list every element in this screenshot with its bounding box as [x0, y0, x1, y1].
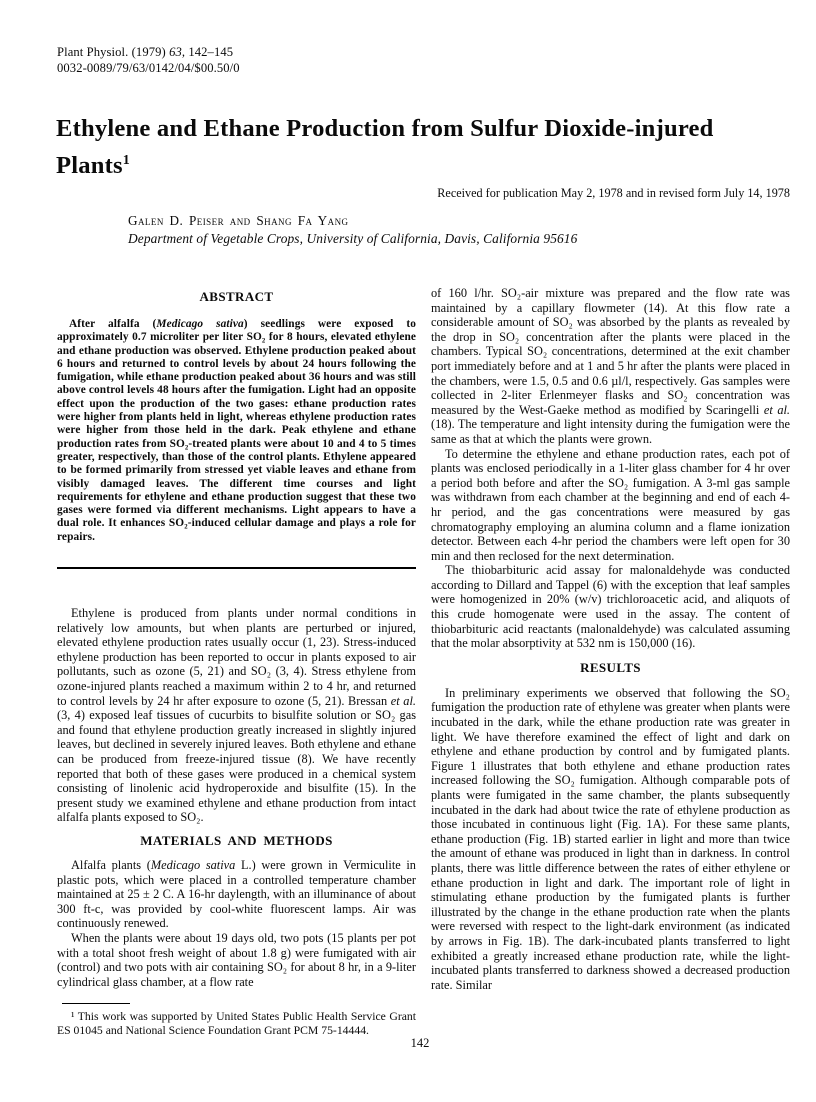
introduction-paragraph: Ethylene is produced from plants under normal conditions in relatively low amounts, but when plants are perturbed or injured, elevated ethylene production rates usually occur (1, 23). Stress-induced ethylene production has been reported to occur in plants exposed to air pollutants, such as ozone (5, 21) and SO₂ (3, 4). Stress ethylene from ozone-injured plants reached a maximum within 2 to 4 hr, and returned to control levels by 24 hr after exposure to ozone (5, 21). Bressan et al. (3, 4) exposed leaf tissues of cucurbits to bisulfite solution or SO₂ gas and found that ethylene production greatly increased in slightly injured leaves, but declined in severely injured leaves. Both ethylene and ethane can be produced from freeze-injured tissue (8). We have recently reported that both of these gases were produced in a chemical system consisting of linolenic acid hydroperoxide and bisulfite (15). In the present study we examined ethylene and ethane production from intact alfalfa plants exposed to SO₂.	[57, 606, 416, 825]
abstract-paragraph: After alfalfa (Medicago sativa) seedlings were exposed to approximately 0.7 microliter per liter SO₂ for 8 hours, elevated ethylene and ethane production was observed. Ethylene production peaked about 6 hours and returned to control levels by about 24 hours following the fumigation, while ethane production peaked about 36 hours and was still above control levels 48 hours after the fumigation. Light had an opposite effect upon the production of the two gases: ethane production rates were higher from plants held in light, whereas ethylene production rates were higher from those held in the dark. Peak ethylene and ethane production rates from SO₂-treated plants were about 10 and 4 to 5 times greater, respectively, than those of the control plants. Ethylene appeared to be formed primarily from stressed yet viable leaves and ethane from visibly damaged leaves. The different time courses and light requirements for ethylene and ethane production suggest that these two gases were formed via different mechanisms. Light appears to have a dual role. It enhances SO₂-induced cellular damage and plays a role for repairs.	[57, 318, 416, 543]
left-column	[57, 286, 416, 1038]
journal-masthead	[57, 44, 240, 76]
journal-citation: Plant Physiol. (1979) 63, 142–145	[57, 45, 234, 59]
abstract-heading: ABSTRACT	[199, 289, 274, 304]
methods-section-right	[431, 286, 790, 651]
article-title-text: Ethylene and Ethane Production from Sulfur Dioxide-injured Plants	[56, 115, 714, 179]
methods-paragraph-1: Alfalfa plants (Medicago sativa L.) were grown in Vermiculite in plastic pots, which were placed in a controlled temperature chamber maintained at 25 ± 2 C. A 16-hr daylength, with an illuminance of about 300 ft-c, was provided by cool-white fluorescent lamps. Air was continuously renewed.	[57, 857, 416, 931]
methods-heading: MATERIALS AND METHODS	[140, 832, 333, 848]
author-affiliation: Department of Vegetable Crops, University of California, Davis, California 95616	[128, 231, 578, 246]
right-column	[431, 286, 790, 1038]
footnote-text: ¹ This work was supported by United States Public Health Service Grant ES 01045 and National Science Foundation Grant PCM 75-14444.	[57, 1010, 416, 1038]
abstract-divider	[57, 567, 416, 569]
methods-paragraph-5: The thiobarbituric acid assay for malonaldehyde was conducted according to Dillard and Tappel (6) with the exception that leaf samples were homogenized in 20% (w/v) trichloroacetic acid, and aliquots of this crude homogenate were used in the assay. The content of thiobarbituric acid reactants (malonaldehyde) was calculated assuming that the molar absorptivity at 532 nm is 150,000 (16).	[431, 563, 790, 651]
results-heading: RESULTS	[580, 659, 641, 675]
methods-paragraph-3: of 160 l/hr. SO₂-air mixture was prepared and the flow rate was maintained by a capillary flowmeter (14). At this flow rate a considerable amount of SO₂ was absorbed by the plants as revealed by the drop in SO₂ concentration after the plants were placed in the chambers. Typical SO₂ concentrations, determined at the exit chamber port immediately before and at 1 and 5 hr after the plants were placed in the chambers, were 1.5, 0.5 and 0.6 µl/l, respectively. Gas samples were collected in 2-liter Erlenmeyer flasks and SO₂ concentration was measured by the West-Gaeke method as modified by Scaringelli et al. (18). The temperature and light intensity during the fumigation were the same as that at which the plants were grown.	[431, 286, 791, 446]
methods-paragraph-2: When the plants were about 19 days old, two pots (15 plants per pot with a total shoot fresh weight of about 1.8 g) were fumigated with air (control) and two pots with air containing SO₂ for about 8 hr, in a 9-liter cylindrical glass chamber, at a flow rate	[57, 930, 416, 989]
results-paragraph-1: In preliminary experiments we observed that following the SO₂ fumigation the production rate of ethylene was greater when plants were incubated in the dark, while the ethane production rate was greater in light. We have therefore examined the effect of light and dark on ethylene and ethane production by control and by fumigated plants. Figure 1 illustrates that both ethylene and ethane production rates increased following the SO₂ fumigation. Although comparable pots of plants were fumigated in the same chamber, the plants subsequently incubated in the dark had about twice the rate of ethylene production as those incubated in continuous light (Fig. 1A). For these same plants, ethane production (Fig. 1B) started earlier in light and more than twice the amount of ethane was produced in light than in darkness. In control plants, there was little difference between the rates of either ethylene or ethane production in light and dark. The important role of light in stimulating ethane production by the fumigated plants is further illustrated by the change in the ethane production rate when the plants were reversed with respect to the light-dark environment (as indicated by arrows in Fig. 1B). The dark-incubated plants transferred to light exhibited a greatly increased ethane production rate, while the light-incubated plants transferred to darkness showed a decreased production rate. Similar	[431, 685, 790, 992]
methods-section-left	[57, 858, 416, 989]
results-section	[431, 686, 790, 992]
introduction-section	[57, 606, 416, 825]
methods-paragraph-4: To determine the ethylene and ethane production rates, each pot of plants was enclosed periodically in a 1-liter glass chamber for 4 hr over a period both before and after the SO₂ fumigation. A 3-ml gas sample was withdrawn from each chamber at the beginning and end of each 4-hr period, and the gas concentrations were measured by gas chromatography employing an alumina column and a flame ionization detector. Between each 4-hr period the chambers were left open for 30 min and then reclosed for the next determination.	[431, 446, 790, 563]
received-line: Received for publication May 2, 1978 and in revised form July 14, 1978	[437, 186, 790, 200]
two-column-body	[57, 286, 790, 1038]
title-footnote-mark: 1	[122, 152, 130, 168]
page-number: 142	[410, 1036, 430, 1050]
footnote-divider	[62, 1003, 130, 1004]
author-names: Galen D. Peiser and Shang Fa Yang	[128, 213, 349, 228]
journal-code-line: 0032-0089/79/63/0142/04/$00.50/0	[57, 61, 240, 76]
article-title	[56, 110, 746, 184]
